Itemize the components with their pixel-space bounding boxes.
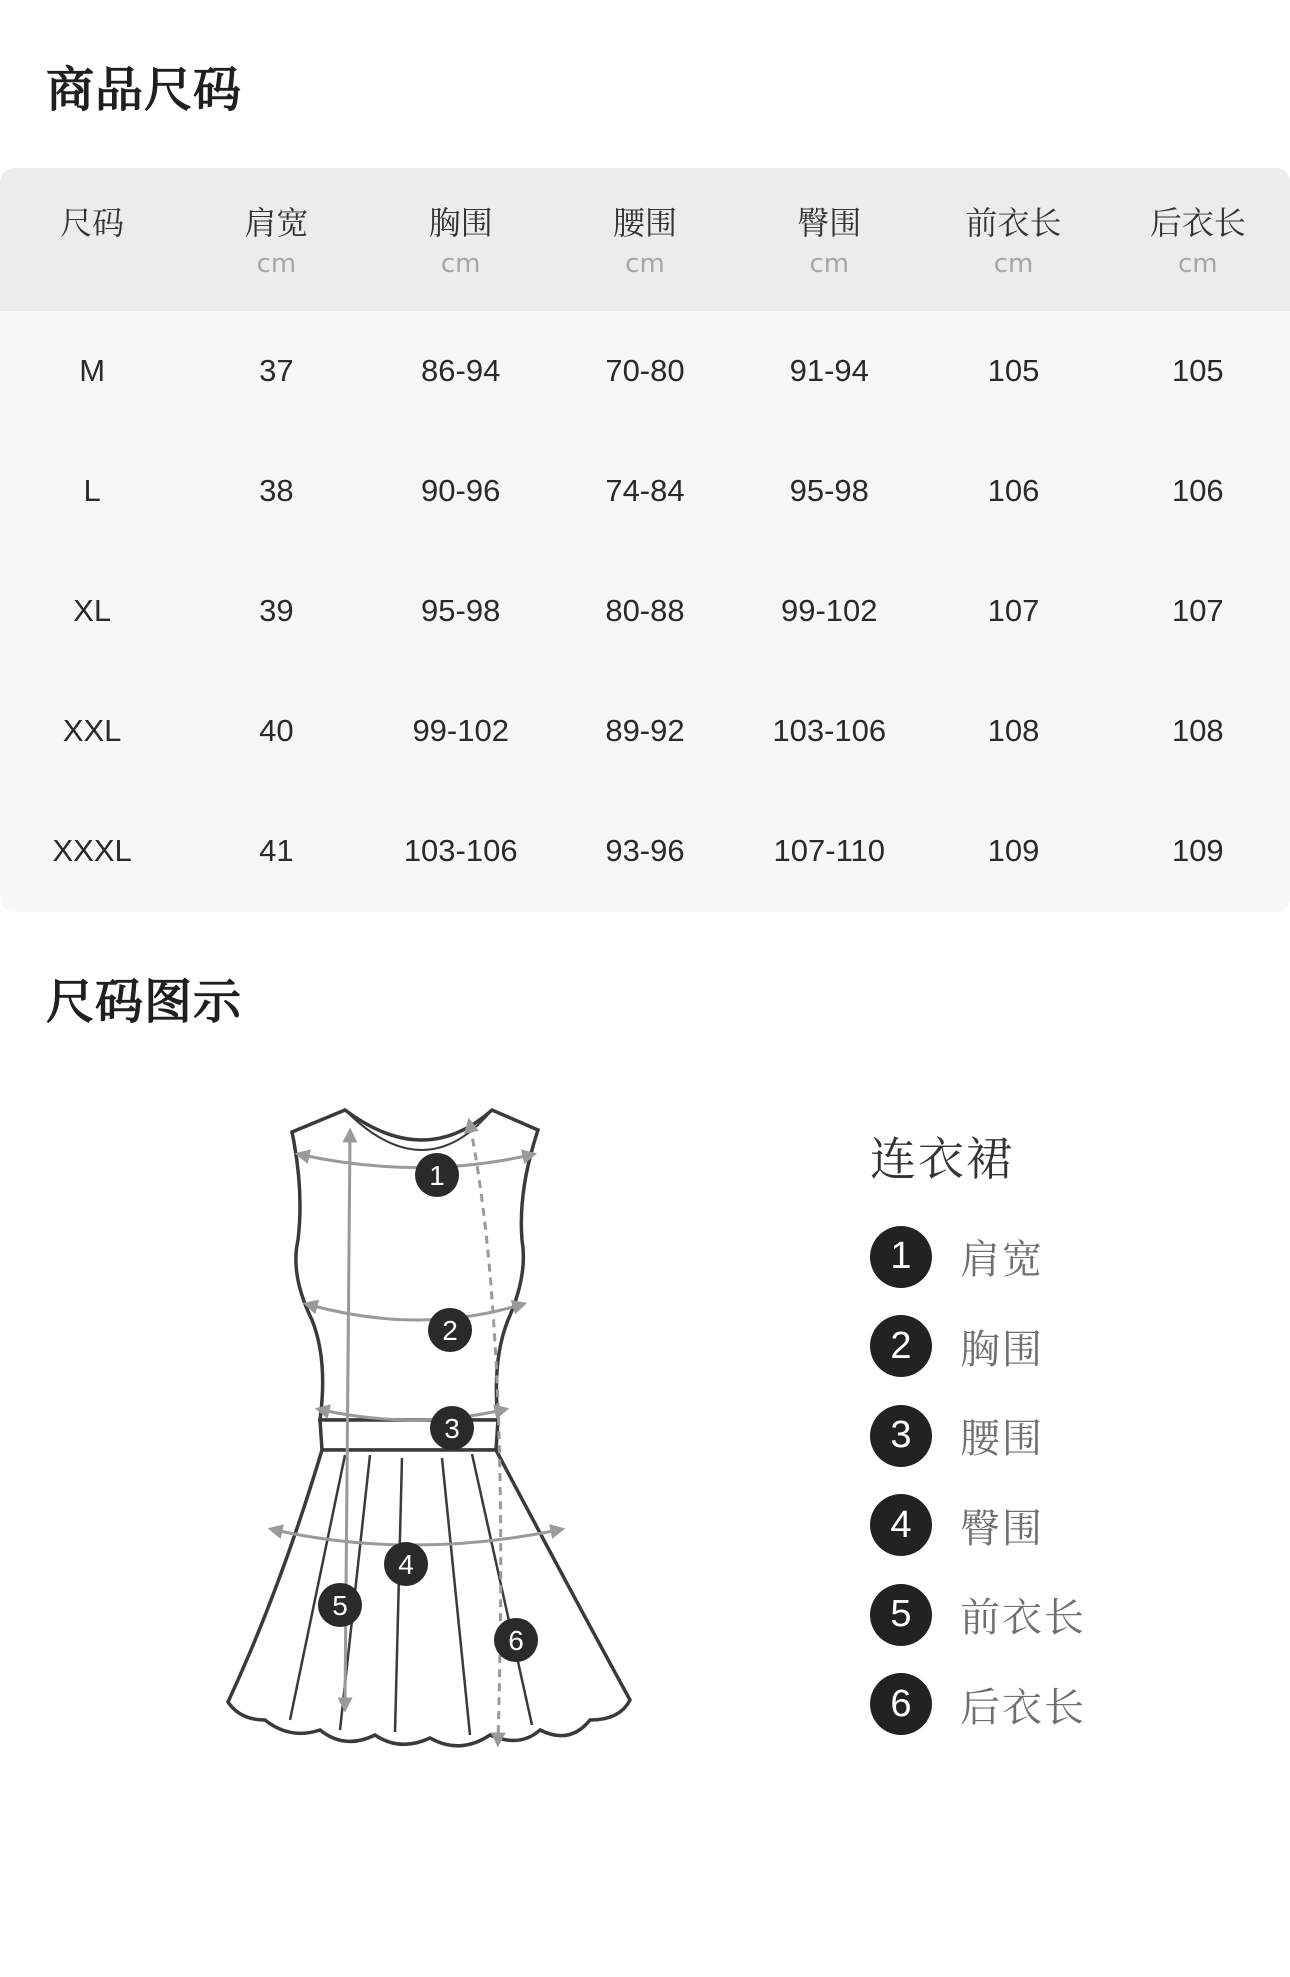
table-cell: M [79, 353, 106, 388]
column-unit: cm [256, 249, 297, 280]
table-header [0, 168, 1290, 311]
legend-number-badge: 3 [870, 1405, 932, 1467]
table-body [0, 311, 1290, 911]
legend-label: 胸围 [960, 1326, 1044, 1373]
legend-number-badge: 4 [870, 1494, 932, 1556]
legend-item [870, 1391, 1086, 1481]
table-cell: 99-102 [781, 593, 878, 628]
diagram-section-title: 尺码图示 [46, 974, 243, 1030]
table-cell: XL [73, 593, 112, 628]
table-cell: 107-110 [773, 833, 885, 868]
table-cell: 109 [987, 833, 1040, 868]
legend-label: 前衣长 [960, 1595, 1086, 1642]
table-cell: 107 [987, 593, 1040, 628]
table-cell: 80-88 [605, 593, 685, 628]
column-header-waist [553, 168, 737, 311]
table-row [0, 671, 1290, 791]
column-unit: cm [625, 249, 665, 280]
legend-item [870, 1481, 1086, 1571]
svg-text:5: 5 [332, 1590, 348, 1621]
measurement-legend [870, 1132, 1086, 1749]
column-label: 臀围 [797, 204, 862, 242]
legend-label: 后衣长 [960, 1684, 1086, 1731]
column-unit: cm [993, 249, 1034, 280]
table-cell: 40 [259, 713, 294, 748]
legend-item [870, 1660, 1086, 1750]
table-cell: 74-84 [605, 473, 685, 508]
column-label: 前衣长 [965, 204, 1062, 242]
column-label: 肩宽 [244, 204, 309, 242]
table-cell: 105 [1171, 353, 1224, 388]
table-row [0, 791, 1290, 911]
table-cell: 105 [987, 353, 1040, 388]
dress-illustration-icon [180, 1080, 680, 1780]
table-cell: 108 [1171, 713, 1224, 748]
table-cell: 91-94 [789, 353, 869, 388]
table-cell: XXL [62, 713, 122, 748]
legend-item [870, 1212, 1086, 1302]
legend-number-badge: 6 [870, 1673, 932, 1735]
legend-label: 肩宽 [960, 1237, 1044, 1284]
size-table [0, 168, 1290, 912]
column-label: 腰围 [612, 204, 677, 242]
table-cell: 99-102 [412, 713, 509, 748]
dress-bodice-outline [292, 1110, 538, 1420]
column-header-shoulder [184, 168, 368, 311]
column-header-bust [369, 168, 553, 311]
column-unit: cm [809, 249, 850, 280]
table-cell: L [83, 473, 101, 508]
legend-label: 腰围 [960, 1416, 1044, 1463]
svg-text:1: 1 [429, 1160, 445, 1191]
svg-text:6: 6 [508, 1625, 524, 1656]
table-cell: XXXL [52, 833, 132, 868]
table-cell: 70-80 [605, 353, 685, 388]
table-cell: 95-98 [789, 473, 869, 508]
table-cell: 106 [987, 473, 1040, 508]
size-diagram [0, 1080, 1290, 1820]
table-cell: 90-96 [421, 473, 501, 508]
table-cell: 109 [1171, 833, 1224, 868]
table-cell: 93-96 [605, 833, 685, 868]
legend-number-badge: 1 [870, 1226, 932, 1288]
table-cell: 107 [1171, 593, 1224, 628]
column-label: 胸围 [428, 204, 493, 242]
column-unit: cm [440, 249, 481, 280]
column-unit: cm [1178, 249, 1218, 280]
svg-text:4: 4 [398, 1549, 414, 1580]
column-header-hip [737, 168, 921, 311]
table-row [0, 431, 1290, 551]
table-cell: 106 [1171, 473, 1224, 508]
legend-label: 臀围 [960, 1505, 1044, 1552]
table-row [0, 311, 1290, 431]
legend-number-badge: 2 [870, 1315, 932, 1377]
table-cell: 39 [259, 593, 294, 628]
table-cell: 86-94 [421, 353, 501, 388]
table-row [0, 551, 1290, 671]
table-cell: 103-106 [403, 833, 518, 868]
column-label: 尺码 [60, 204, 125, 242]
legend-title: 连衣裙 [870, 1132, 1014, 1186]
svg-text:2: 2 [442, 1315, 458, 1346]
column-header-size [0, 168, 184, 311]
legend-number-badge: 5 [870, 1584, 932, 1646]
dress-skirt-outline [228, 1450, 630, 1746]
table-cell: 108 [987, 713, 1040, 748]
table-cell: 38 [259, 473, 294, 508]
table-cell: 41 [259, 833, 294, 868]
table-cell: 37 [259, 353, 294, 388]
table-cell: 103-106 [772, 713, 887, 748]
table-cell: 95-98 [421, 593, 501, 628]
size-section-title: 商品尺码 [46, 62, 243, 118]
svg-text:3: 3 [444, 1413, 460, 1444]
column-header-back-length [1106, 168, 1290, 311]
table-cell: 89-92 [605, 713, 685, 748]
legend-item [870, 1570, 1086, 1660]
legend-item [870, 1302, 1086, 1392]
column-header-front-length [921, 168, 1105, 311]
column-label: 后衣长 [1149, 204, 1246, 242]
